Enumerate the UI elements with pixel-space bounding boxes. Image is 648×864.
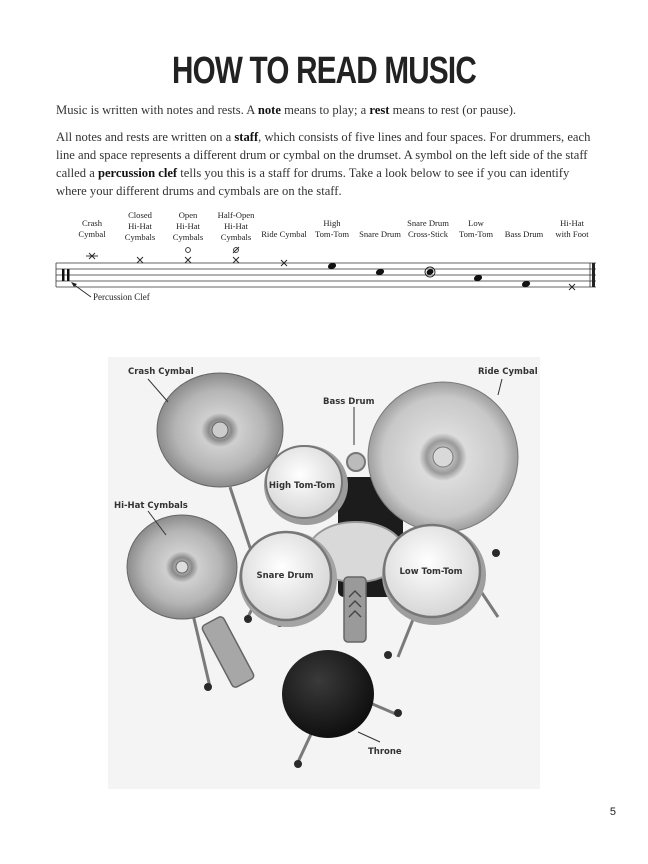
label-hihat-foot: with Foot [555, 229, 589, 239]
label-snare: Snare Drum [359, 229, 401, 239]
photo-label-snare: Snare Drum [256, 571, 314, 581]
photo-label-ride: Ride Cymbal [478, 367, 538, 377]
staff-labels [78, 210, 589, 242]
note-cross-stick [425, 267, 435, 277]
staff-lines [56, 263, 596, 287]
drumset-photo [108, 357, 540, 789]
label-closed-hihat: Closed [128, 210, 152, 220]
label-half-open-hihat: Half-Open [217, 210, 255, 220]
photo-label-low-tom: Low Tom-Tom [399, 567, 463, 577]
note-closed-hihat [137, 257, 143, 263]
text: , which consists of five lines and four spaces. For drummers, each line and space represents a different drum or cymbal on the drumset. A symbol on the left side of the staff called a [56, 130, 591, 180]
label-crash: Cymbal [78, 229, 106, 239]
term-note: note [257, 103, 281, 117]
term-percussion-clef: percussion clef [97, 166, 178, 180]
text: means to play; a [280, 103, 370, 117]
text: Music is written with notes and rests. A [56, 103, 258, 117]
text: means to rest (or pause). [389, 103, 517, 117]
label-bass: Bass Drum [504, 229, 544, 239]
label-low-tom: Tom-Tom [458, 229, 494, 239]
drumset-illustration [108, 357, 540, 789]
label-closed-hihat: Hi-Hat [128, 221, 152, 231]
text: All notes and rests are written on a [56, 130, 235, 144]
label-hihat-foot: Hi-Hat [560, 218, 584, 228]
photo-label-crash: Crash Cymbal [128, 367, 194, 377]
clef-label: Percussion Clef [93, 292, 150, 302]
term-staff: staff [234, 130, 259, 144]
label-half-open-hihat: Cymbals [220, 232, 252, 242]
text: tells you this is a staff for drums. Take a look below to see if you can identify where your different drums and cymbals are on the staff. [56, 166, 570, 198]
tom-mount [347, 453, 365, 471]
note-half-open-hihat [233, 247, 239, 263]
label-crash: Crash [81, 218, 103, 228]
label-high-tom: High [323, 218, 341, 228]
label-low-tom: Low [468, 218, 484, 228]
term-rest: rest [369, 103, 390, 117]
label-closed-hihat: Cymbals [124, 232, 156, 242]
staff-paragraph [56, 128, 596, 200]
final-barline [592, 263, 595, 287]
photo-label-throne: Throne [368, 747, 402, 757]
note-crash [86, 253, 98, 259]
label-open-hihat: Hi-Hat [176, 221, 200, 231]
label-open-hihat: Cymbals [172, 232, 204, 242]
photo-label-bass: Bass Drum [323, 397, 375, 407]
throne-seat [282, 650, 374, 738]
page-number: 5 [609, 806, 616, 818]
label-half-open-hihat: Hi-Hat [224, 221, 248, 231]
hihat-bell [176, 561, 188, 573]
photo-label-high-tom: High Tom-Tom [268, 481, 336, 491]
drum-staff [0, 205, 648, 305]
label-ride: Ride Cymbal [261, 229, 307, 239]
intro-paragraph [56, 101, 596, 119]
crash-bell [212, 422, 228, 438]
ride-bell [433, 447, 453, 467]
photo-label-hihat: Hi-Hat Cymbals [114, 501, 188, 511]
note-open-hihat [185, 248, 191, 263]
clef-pointer-arrow-icon [71, 282, 91, 297]
label-cross-stick: Snare Drum [407, 218, 449, 228]
label-high-tom: Tom-Tom [314, 229, 350, 239]
label-cross-stick: Cross-Stick [407, 229, 449, 239]
bass-drum-pedal [344, 577, 366, 642]
label-open-hihat: Open [178, 210, 198, 220]
page-title: HOW TO READ MUSIC [171, 50, 477, 92]
